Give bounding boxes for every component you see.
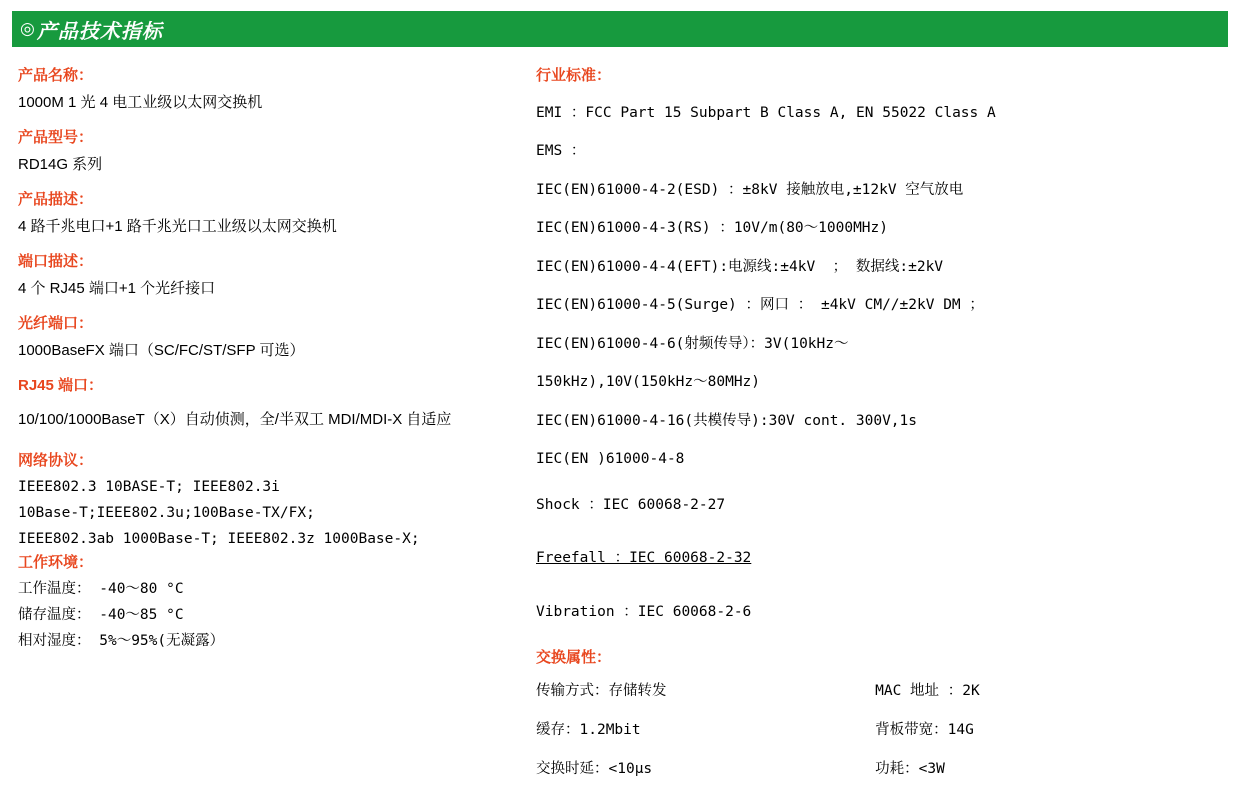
freefall-line: Freefall ：IEC 60068-2-32 <box>536 550 752 566</box>
section-title: 交换属性： <box>536 648 612 666</box>
spec-block-fiber-port <box>18 314 518 364</box>
attr-cell: 交换时延：<10μs <box>536 760 653 777</box>
environment-line: 工作温度： -40～80 °C <box>18 581 184 597</box>
shock-line: Shock ：IEC 60068-2-27 <box>536 496 726 513</box>
environment-line: 储存温度： -40～85 °C <box>18 607 184 623</box>
table-row <box>536 750 1226 789</box>
standard-line: IEC(EN)61000-4-4(EFT):电源线:±4kV ； 数据线:±2kV <box>536 258 944 275</box>
section-body: 4 个 RJ45 端口+1 个光纤接口 <box>18 280 216 297</box>
table-row <box>536 672 1226 711</box>
left-column <box>18 66 518 655</box>
standard-line: IEC(EN)61000-4-3(RS) ：10V/m(80～1000MHz) <box>536 220 889 236</box>
section-body: RD14G 系列 <box>18 156 103 173</box>
section-title: 产品名称： <box>18 67 94 84</box>
standard-line: IEC(EN)61000-4-5(Surge) ：网口 ： ±4kV CM//±2kV DM ； <box>536 297 984 313</box>
section-title: 网络协议： <box>18 452 94 469</box>
section-body: 1000BaseFX 端口（SC/FC/ST/SFP 可选） <box>18 342 305 359</box>
standard-line: IEC(EN)61000-4-2(ESD) ：±8kV 接触放电,±12kV 空气放电 <box>536 181 964 198</box>
spec-block-model <box>18 128 518 178</box>
attr-cell: MAC 地址 ：2K <box>875 682 980 699</box>
spec-block-product-name <box>18 66 518 116</box>
standard-line: IEC(EN)61000-4-6(射频传导）：3V(10kHz～ <box>536 335 849 352</box>
spec-block-description <box>18 190 518 240</box>
attr-cell: 功耗：<3W <box>875 760 945 777</box>
standard-line: EMI ：FCC Part 15 Subpart B Class A, EN 55022 Class A <box>536 104 996 121</box>
section-title: 产品描述： <box>18 191 94 208</box>
circle-bullet-icon: ◎ <box>20 18 35 39</box>
spec-block-network-protocol <box>18 451 518 551</box>
section-title: 行业标准： <box>536 67 612 84</box>
spec-block-working-environment <box>18 553 518 653</box>
section-title: 产品型号： <box>18 129 94 146</box>
section-body: 1000M 1 光 4 电工业级以太网交换机 <box>18 94 263 111</box>
protocol-line: 10Base-T;IEEE802.3u;100Base-TX/FX; <box>18 505 315 521</box>
spec-block-rj45-port <box>18 376 518 439</box>
attr-cell: 缓存：1.2Mbit <box>536 721 641 738</box>
standard-line: IEC(EN)61000-4-16(共模传导):30V cont. 300V,1s <box>536 412 917 429</box>
page-header <box>12 11 1228 47</box>
table-row <box>536 711 1226 750</box>
section-title: 光纤端口： <box>18 315 94 332</box>
spec-block-industry-standards <box>536 66 1226 632</box>
vibration-line: Vibration ：IEC 60068-2-6 <box>536 603 752 620</box>
standard-line: IEC(EN )61000-4-8 <box>536 451 685 467</box>
section-title: 端口描述： <box>18 253 94 270</box>
spec-block-switch-attributes <box>536 648 1226 789</box>
section-title: RJ45 端口： <box>18 377 104 394</box>
section-body: 4 路千兆电口+1 路千兆光口工业级以太网交换机 <box>18 218 337 235</box>
switch-attributes-table <box>536 672 1226 789</box>
standard-line: EMS ： <box>536 143 586 159</box>
standard-line: 150kHz),10V(150kHz～80MHz) <box>536 374 761 390</box>
spec-block-port-description <box>18 252 518 302</box>
attr-cell: 传输方式：存储转发 <box>536 682 667 699</box>
right-column <box>536 66 1226 789</box>
protocol-line: IEEE802.3 10BASE-T; IEEE802.3i <box>18 479 280 495</box>
environment-line: 相对湿度： 5%～95%(无凝露） <box>18 633 225 649</box>
protocol-line: IEEE802.3ab 1000Base-T; IEEE802.3z 1000Base-X; <box>18 531 420 547</box>
section-title: 工作环境： <box>18 554 94 571</box>
page-title: 产品技术指标 <box>36 20 163 43</box>
attr-cell: 背板带宽：14G <box>875 721 974 738</box>
section-body: 10/100/1000BaseT（X）自动侦测，全/半双工 MDI/MDI-X 自适应 <box>18 411 452 428</box>
